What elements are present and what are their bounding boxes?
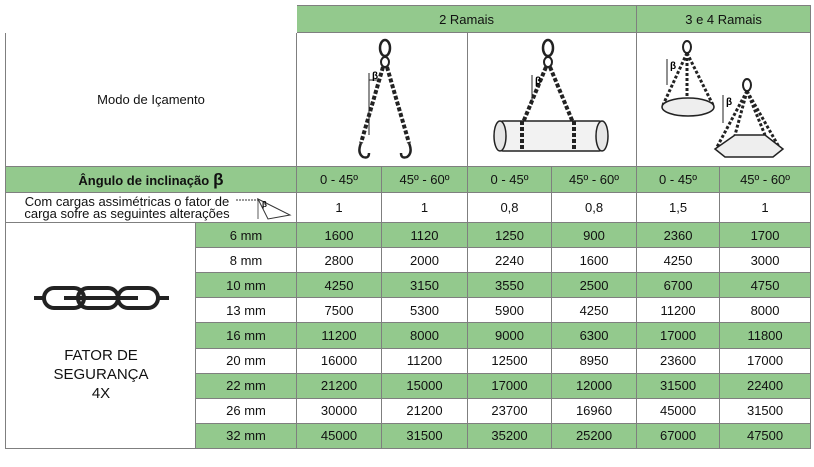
capacity-cell: 22400	[720, 373, 811, 398]
angle-label-cell	[6, 167, 297, 193]
capacity-cell: 1250	[468, 223, 552, 248]
capacity-cell: 2000	[382, 248, 468, 273]
svg-text:β: β	[262, 200, 267, 209]
capacity-cell: 31500	[637, 373, 720, 398]
capacity-cell: 3550	[468, 273, 552, 298]
capacity-cell: 16000	[297, 348, 382, 373]
capacity-cell: 31500	[382, 423, 468, 448]
capacity-cell: 1700	[720, 223, 811, 248]
capacity-cell: 12500	[468, 348, 552, 373]
capacity-cell: 11200	[637, 298, 720, 323]
capacity-cell: 67000	[637, 423, 720, 448]
capacity-cell: 31500	[720, 398, 811, 423]
capacity-cell: 6300	[552, 323, 637, 348]
three-four-legs-header: 3 e 4 Ramais	[637, 6, 811, 33]
angle-col-1: 0 - 45º	[297, 167, 382, 193]
capacity-cell: 8000	[720, 298, 811, 323]
angle-col-6: 45º - 60º	[720, 167, 811, 193]
capacity-cell: 21200	[297, 373, 382, 398]
angle-label: Ângulo de inclinação	[78, 172, 210, 188]
beta-symbol: β	[213, 169, 224, 189]
angle-col-4: 45º - 60º	[552, 167, 637, 193]
asymmetric-note: Com cargas assimétricas o fator de carga sofre as seguintes alterações	[24, 194, 230, 221]
table-row	[6, 223, 811, 248]
chain-size: 16 mm	[196, 323, 297, 348]
capacity-cell: 2240	[468, 248, 552, 273]
chain-size: 8 mm	[196, 248, 297, 273]
capacity-cell: 2800	[297, 248, 382, 273]
angle-col-3: 0 - 45º	[468, 167, 552, 193]
chain-size: 13 mm	[196, 298, 297, 323]
capacity-cell: 16960	[552, 398, 637, 423]
svg-text:β: β	[372, 70, 379, 82]
chain-size: 26 mm	[196, 398, 297, 423]
capacity-cell: 25200	[552, 423, 637, 448]
factor-col-2: 1	[382, 193, 468, 223]
capacity-cell: 23700	[468, 398, 552, 423]
safety-factor-label: FATOR DE SEGURANÇA 4X	[53, 347, 149, 402]
blank-corner	[6, 6, 297, 33]
capacity-cell: 17000	[637, 323, 720, 348]
capacity-cell: 11800	[720, 323, 811, 348]
capacity-cell: 4250	[297, 273, 382, 298]
capacity-cell: 1120	[382, 223, 468, 248]
capacity-cell: 3150	[382, 273, 468, 298]
lifting-mode-label: Modo de Içamento	[6, 33, 297, 167]
capacity-cell: 7500	[297, 298, 382, 323]
capacity-cell: 45000	[637, 398, 720, 423]
two-legs-header: 2 Ramais	[297, 6, 637, 33]
svg-text:β: β	[670, 60, 677, 72]
capacity-cell: 12000	[552, 373, 637, 398]
capacity-cell: 47500	[720, 423, 811, 448]
capacity-cell: 9000	[468, 323, 552, 348]
capacity-cell: 8950	[552, 348, 637, 373]
asymmetric-angle-icon	[234, 195, 292, 221]
capacity-cell: 45000	[297, 423, 382, 448]
capacity-cell: 4250	[637, 248, 720, 273]
three-four-leg-sling-icon	[637, 33, 811, 167]
chain-link-icon	[34, 283, 169, 313]
capacity-cell: 2360	[637, 223, 720, 248]
capacity-cell: 11200	[297, 323, 382, 348]
angle-col-2: 45º - 60º	[382, 167, 468, 193]
capacity-cell: 30000	[297, 398, 382, 423]
chain-size: 22 mm	[196, 373, 297, 398]
two-leg-sling-pipe-icon	[468, 33, 637, 167]
capacity-cell: 900	[552, 223, 637, 248]
capacity-cell: 4250	[552, 298, 637, 323]
factor-col-1: 1	[297, 193, 382, 223]
safety-factor-panel	[6, 223, 196, 449]
capacity-cell: 1600	[297, 223, 382, 248]
capacity-cell: 15000	[382, 373, 468, 398]
chain-size: 6 mm	[196, 223, 297, 248]
capacity-cell: 17000	[468, 373, 552, 398]
svg-text:β: β	[535, 75, 542, 87]
two-leg-sling-hooks-icon	[297, 33, 468, 167]
capacity-cell: 35200	[468, 423, 552, 448]
chain-size: 10 mm	[196, 273, 297, 298]
capacity-cell: 1600	[552, 248, 637, 273]
svg-text:β: β	[726, 96, 733, 108]
capacity-cell: 8000	[382, 323, 468, 348]
capacity-cell: 5900	[468, 298, 552, 323]
factor-col-3: 0,8	[468, 193, 552, 223]
chain-size: 32 mm	[196, 423, 297, 448]
capacity-cell: 6700	[637, 273, 720, 298]
chain-size: 20 mm	[196, 348, 297, 373]
factor-col-5: 1,5	[637, 193, 720, 223]
capacity-cell: 17000	[720, 348, 811, 373]
load-capacity-table	[5, 5, 811, 449]
capacity-cell: 4750	[720, 273, 811, 298]
factor-col-6: 1	[720, 193, 811, 223]
capacity-cell: 5300	[382, 298, 468, 323]
asymmetric-note-cell	[6, 193, 297, 223]
capacity-cell: 3000	[720, 248, 811, 273]
capacity-cell: 21200	[382, 398, 468, 423]
capacity-cell: 11200	[382, 348, 468, 373]
factor-col-4: 0,8	[552, 193, 637, 223]
capacity-cell: 2500	[552, 273, 637, 298]
angle-col-5: 0 - 45º	[637, 167, 720, 193]
capacity-cell: 23600	[637, 348, 720, 373]
